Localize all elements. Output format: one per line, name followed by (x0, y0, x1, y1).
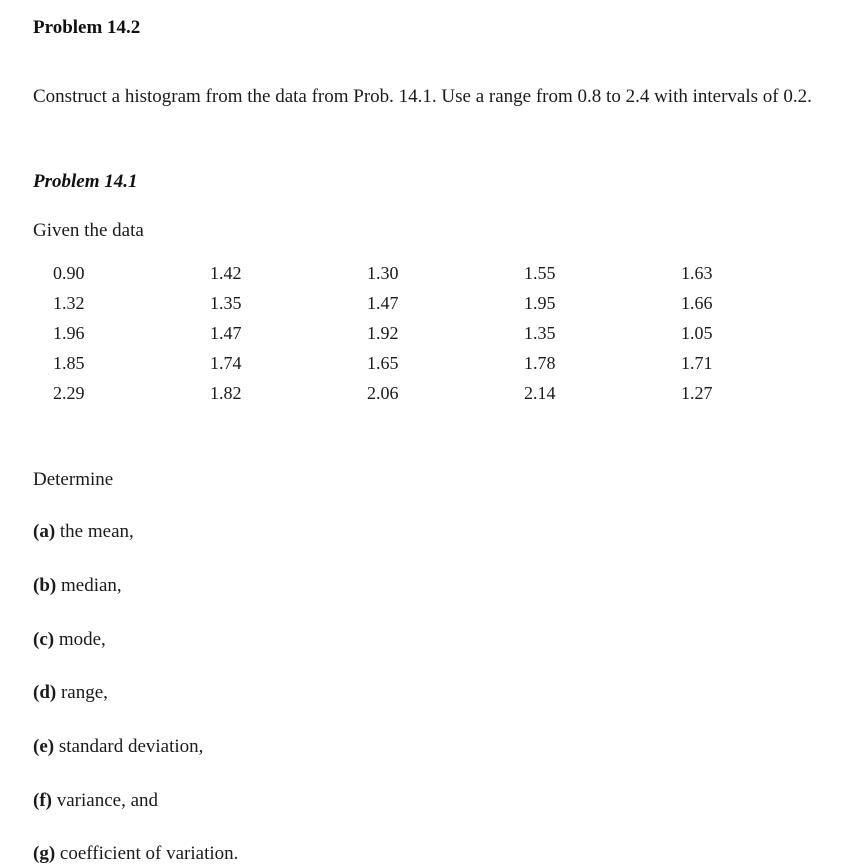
part-text: standard deviation, (54, 736, 204, 757)
part-label: (g) (33, 843, 56, 864)
data-cell: 1.71 (681, 352, 713, 373)
part-label: (e) (33, 736, 55, 757)
part-text: variance, and (51, 790, 159, 811)
part-b (33, 575, 122, 597)
part-text: range, (56, 682, 108, 703)
part-e (33, 736, 203, 758)
data-cell: 1.27 (681, 382, 713, 403)
data-cell: 1.82 (210, 382, 242, 403)
data-cell: 1.47 (210, 322, 242, 343)
data-cell: 1.55 (524, 262, 556, 283)
data-cell: 0.90 (53, 262, 85, 283)
part-d (33, 682, 108, 704)
table-row (53, 378, 838, 408)
part-label: (d) (33, 682, 57, 703)
data-cell: 2.14 (524, 382, 556, 403)
data-cell: 2.06 (367, 382, 399, 403)
data-cell: 1.85 (53, 352, 85, 373)
table-row (53, 348, 838, 378)
data-cell: 1.63 (681, 262, 713, 283)
given-data-label: Given the data (33, 220, 144, 241)
data-cell: 1.35 (524, 322, 556, 343)
data-cell: 2.29 (53, 382, 85, 403)
data-cell: 1.30 (367, 262, 399, 283)
part-text: median, (56, 575, 122, 596)
data-table (53, 258, 838, 408)
data-cell: 1.42 (210, 262, 242, 283)
part-g (33, 843, 238, 865)
sub-problem-title: Problem 14.1 (33, 171, 138, 192)
data-cell: 1.92 (367, 322, 399, 343)
part-text: the mean, (55, 521, 134, 542)
part-label: (c) (33, 629, 55, 650)
data-cell: 1.74 (210, 352, 242, 373)
part-label: (a) (33, 521, 56, 542)
table-row (53, 288, 838, 318)
data-cell: 1.65 (367, 352, 399, 373)
part-text: coefficient of variation. (55, 843, 239, 864)
data-cell: 1.96 (53, 322, 85, 343)
data-cell: 1.35 (210, 292, 242, 313)
data-cell: 1.47 (367, 292, 399, 313)
data-cell: 1.66 (681, 292, 713, 313)
data-cell: 1.78 (524, 352, 556, 373)
part-label: (f) (33, 790, 52, 811)
part-label: (b) (33, 575, 57, 596)
data-cell: 1.32 (53, 292, 85, 313)
problem-title: Problem 14.2 (33, 17, 141, 38)
data-cell: 1.05 (681, 322, 713, 343)
part-f (33, 790, 158, 812)
problem-statement: Construct a histogram from the data from Prob. 14.1. Use a range from 0.8 to 2.4 with intervals of 0.2. (33, 86, 812, 107)
part-c (33, 629, 106, 651)
part-a (33, 521, 134, 543)
determine-label: Determine (33, 469, 114, 490)
table-row (53, 258, 838, 288)
table-row (53, 318, 838, 348)
data-cell: 1.95 (524, 292, 556, 313)
part-text: mode, (54, 629, 106, 650)
